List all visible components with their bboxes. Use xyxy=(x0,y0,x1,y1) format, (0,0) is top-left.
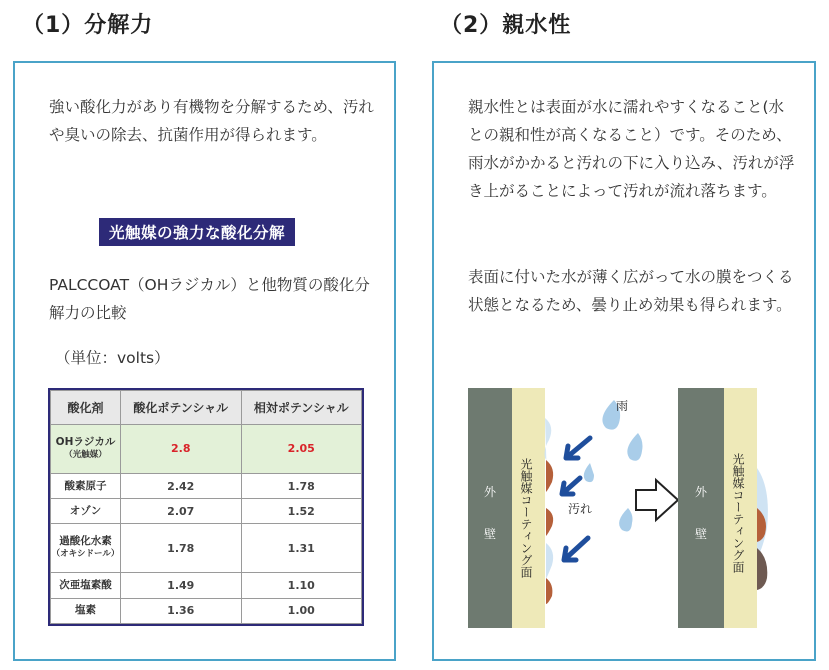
dirt-icon xyxy=(546,508,553,536)
table-cell-potential: 1.78 xyxy=(121,524,242,573)
table-row xyxy=(51,499,362,524)
wall-left xyxy=(468,388,512,628)
table-cell-name xyxy=(51,499,121,524)
unit-label: （単位：volts） xyxy=(55,349,170,367)
hydrophilic-illustration xyxy=(468,388,788,628)
oxidizer-subname: （オキシドール） xyxy=(51,549,120,560)
raindrop-icon xyxy=(627,433,642,461)
oxidizer-name: 塩素 xyxy=(75,604,96,617)
table-header-oxidizer: 酸化剤 xyxy=(51,391,121,425)
table-cell-name xyxy=(51,573,121,598)
rain-label: 雨 xyxy=(616,399,629,413)
table-cell-potential: 2.42 xyxy=(121,473,242,498)
section-title-hydrophilic: （2）親水性 xyxy=(440,13,572,38)
wall-char-2: 壁 xyxy=(483,527,497,541)
dirt-icon xyxy=(757,548,767,590)
table-cell-relative: 1.10 xyxy=(241,573,362,598)
coating-label-right: 光触媒コーティング面 xyxy=(731,453,745,573)
transition-arrow-icon xyxy=(636,480,678,520)
dirt-label: 汚れ xyxy=(568,502,593,516)
dirt-icon xyxy=(546,578,552,604)
arrow-icon xyxy=(564,538,588,560)
table-row xyxy=(51,598,362,623)
hydrophilic-panel xyxy=(432,61,816,661)
oxidizer-name: 過酸化水素 xyxy=(59,535,112,548)
wall-char-1-right: 外 xyxy=(694,485,708,499)
table-cell-potential: 2.8 xyxy=(121,425,242,474)
table-row xyxy=(51,524,362,573)
oxidizer-name: 次亜塩素酸 xyxy=(59,578,112,591)
table-cell-name xyxy=(51,425,121,474)
table-cell-potential: 1.49 xyxy=(121,573,242,598)
raindrop-icon xyxy=(584,463,594,482)
raindrop-icon xyxy=(619,508,632,531)
oxidizer-name: オゾン xyxy=(69,504,102,517)
coating-label-left: 光触媒コーティング面 xyxy=(519,458,533,578)
table-header-relative: 相対ポテンシャル xyxy=(241,391,362,425)
oxidizer-name: 酸素原子 xyxy=(64,479,107,492)
table-cell-relative: 2.05 xyxy=(241,425,362,474)
table-cell-name xyxy=(51,524,121,573)
wall-right xyxy=(678,388,724,628)
wall-char-2-right: 壁 xyxy=(694,527,708,541)
table-cell-relative: 1.00 xyxy=(241,598,362,623)
table-cell-name xyxy=(51,473,121,498)
section-title-decomposition: （1）分解力 xyxy=(22,13,154,38)
table-cell-name xyxy=(51,598,121,623)
hydrophilic-description: 親水性とは表面が水に濡れやすくなること(水との親和性が高くなること）です。そのため、雨水がかかると汚れの下に入り込み、汚れが浮き上がることによって汚れが流れ落ちます。 xyxy=(468,98,795,200)
table-cell-relative: 1.52 xyxy=(241,499,362,524)
oxidation-table xyxy=(48,388,364,626)
table-cell-relative: 1.78 xyxy=(241,473,362,498)
table-cell-relative: 1.31 xyxy=(241,524,362,573)
table-row xyxy=(51,573,362,598)
oxidizer-subname: （光触媒） xyxy=(64,449,107,460)
water-drop-icon xyxy=(546,543,553,579)
table-cell-potential: 1.36 xyxy=(121,598,242,623)
oxidation-label-badge: 光触媒の強力な酸化分解 xyxy=(99,218,295,246)
table-row xyxy=(51,425,362,474)
decomposition-panel xyxy=(13,61,396,661)
arrow-icon xyxy=(562,478,580,494)
comparison-description: PALCCOAT（OHラジカル）と他物質の酸化分解力の比較 xyxy=(49,276,370,322)
table-header-potential: 酸化ポテンシャル xyxy=(121,391,242,425)
table-cell-potential: 2.07 xyxy=(121,499,242,524)
wall-char-1: 外 xyxy=(483,485,497,499)
arrow-icon xyxy=(566,438,590,458)
antifog-description: 表面に付いた水が薄く広がって水の膜をつくる状態となるため、曇り止め効果も得られます。 xyxy=(468,268,794,314)
oxidizer-name: OHラジカル xyxy=(55,435,116,448)
decomposition-description: 強い酸化力があり有機物を分解するため、汚れや臭いの除去、抗菌作用が得られます。 xyxy=(49,98,374,144)
dirt-icon xyxy=(546,460,553,492)
table-row xyxy=(51,473,362,498)
